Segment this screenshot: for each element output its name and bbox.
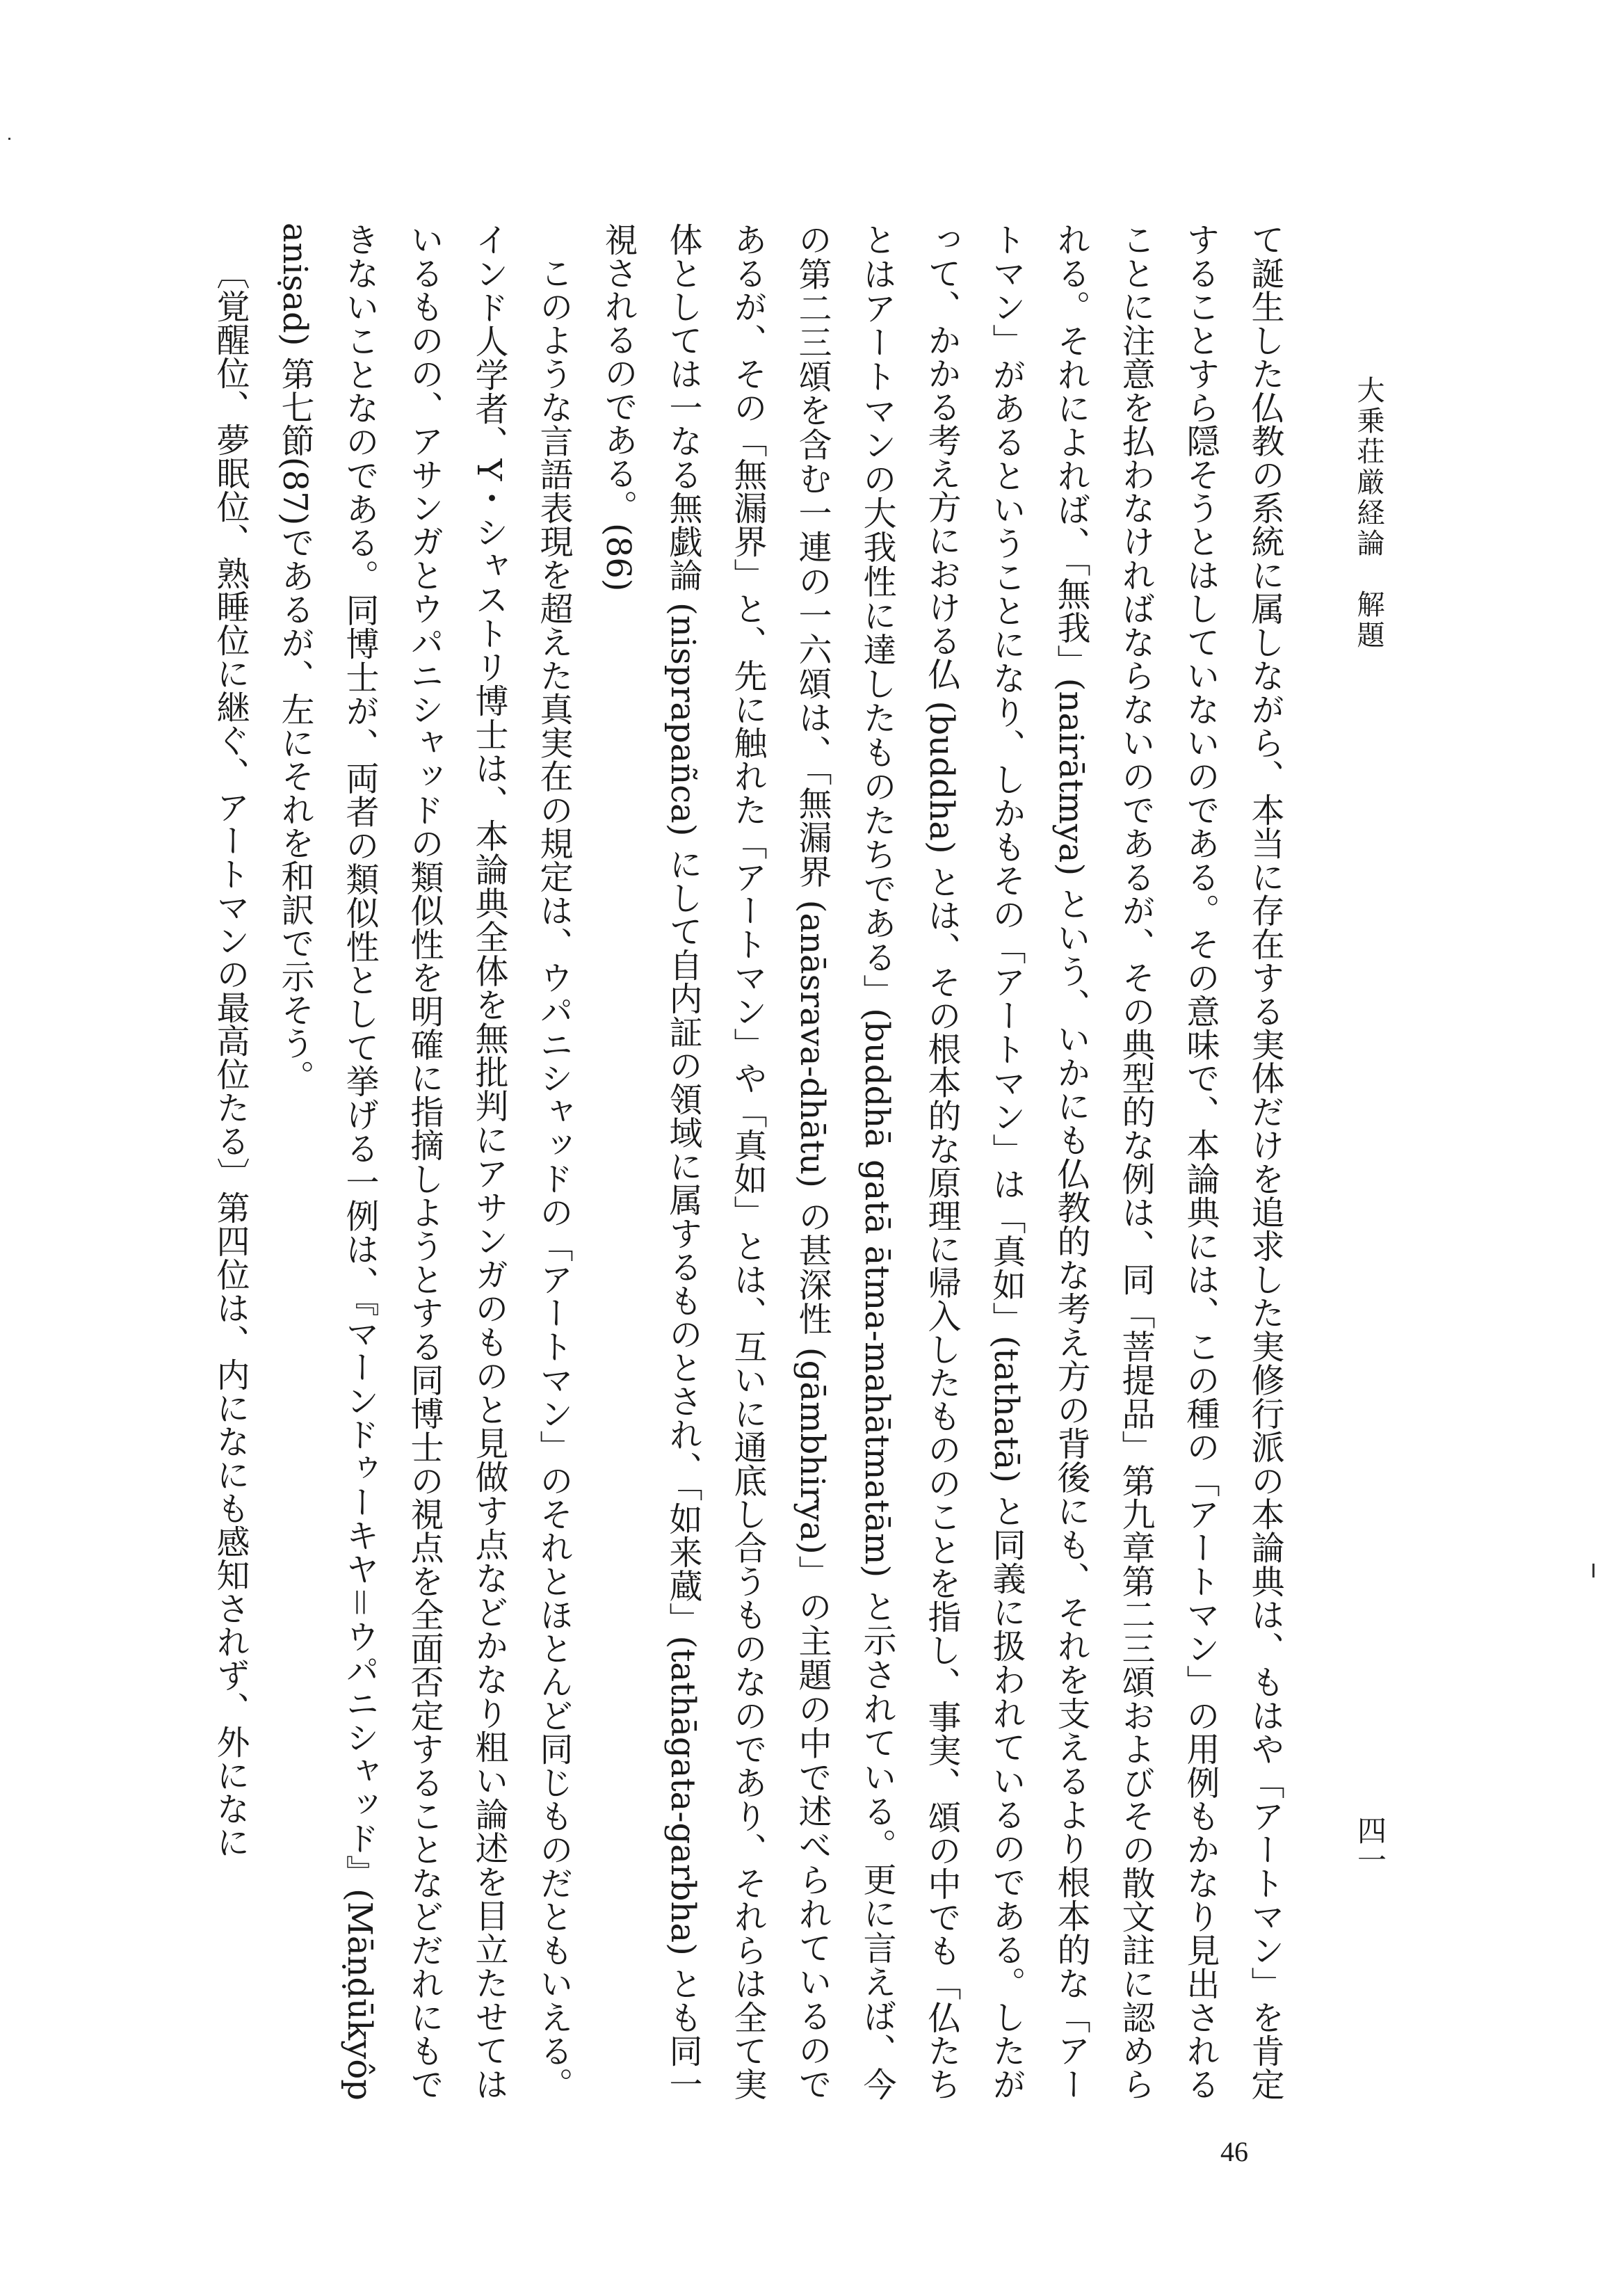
- paragraph-1: て誕生した仏教の系統に属しながら、本当に存在する実体だけを追求した実修行派の本論典は、もはや「アートマン」を肯定することすら隠そうとはしていないのである。その意味で、本論典には、この種の「アートマン」の用例もかなり見出されることに注意を払わなければならないのであるが、その典型的な例は、同「菩提品」第九章第二三頌およびその散文註に認められる。それによれば、「無我」(nairātmya) という、いかにも仏教的な考え方の背後にも、それを支えるより根本的な「アートマン」があるということになり、しかもその「アートマン」は「真如」(tathatā) と同義に扱われているのである。したがって、かかる考え方における仏 (buddha) とは、その根本的な原理に帰入したもののことを指し、事実、頌の中でも「仏たちとはアートマンの大我性に達したものたちである」(buddhā gatā ātma-mahātmatām) と示されている。更に言えば、今の第二三頌を含む一連の一六頌は、「無漏界 (anāsrava-dhātu) の甚深性 (gāmbhirya)」の主題の中で述べられているのであるが、その「無漏界」と、先に触れた「アートマン」や「真如」とは、互いに通底し合うものなのであり、それらは全て実体としては一なる無戯論 (nisprapañca) にして自内証の領域に属するものとされ、「如来蔵」(tathāgata-garbha) とも同一視されるのである。(86): [599, 223, 1284, 2101]
- paragraph-2: このような言語表現を超えた真実在の規定は、ウパニシャッドの「アートマン」のそれとほとんど同じものだともいえる。インド人学者、Y・シャストリ博士は、本論典全体を無批判にアサンガのものと見做す点などかなり粗い論述を目立たせてはいるものの、アサンガとウパニシャッドの類似性を明確に指摘しようとする同博士の視点を全面否定することなどだれにもできないことなのである。同博士が、両者の類似性として挙げる一例は、『マーンドゥーキヤ＝ウパニシャッド』(Māṇḍūkyôpaniṣad) 第七節(87)であるが、左にそれを和訳で示そう。: [275, 223, 573, 2101]
- paragraph-3: 〔覚醒位、夢眠位、熟睡位に継ぐ、アートマンの最高位たる〕第四位は、内になにも感知されず、外になに: [211, 256, 250, 1859]
- scan-speck: [8, 138, 10, 140]
- scan-speck: [1592, 1564, 1594, 1578]
- kanji-page-number: 四一: [1353, 1815, 1387, 1874]
- body-text: [122, 223, 1297, 2101]
- page-number: 46: [1220, 2136, 1248, 2167]
- running-title: 大乗荘厳経論 解題: [1352, 376, 1384, 651]
